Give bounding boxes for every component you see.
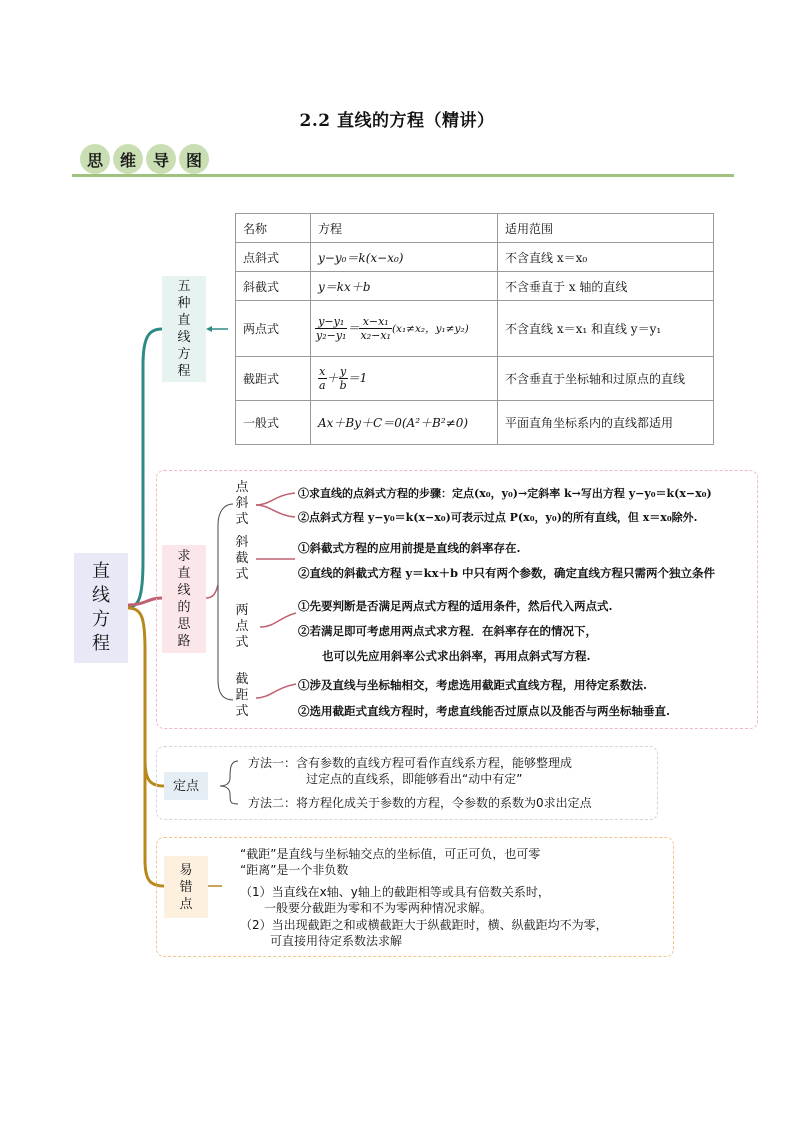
header-name: 名称 bbox=[236, 214, 311, 243]
root-label: 直线方程 bbox=[92, 561, 110, 654]
formula-table bbox=[235, 213, 714, 445]
fixed-point-label: 定点 bbox=[172, 778, 199, 794]
approach-line: ①先要判断是否满足两点式方程的适用条件，然后代入两点式. bbox=[298, 599, 613, 613]
header-badge-3: 导 bbox=[146, 144, 176, 174]
numerator: y−y₁ bbox=[315, 315, 347, 329]
fraction bbox=[339, 365, 348, 392]
approach-line: 也可以先应用斜率公式求出斜率，再用点斜式写方程. bbox=[322, 649, 591, 663]
approach-line: ①涉及直线与坐标轴相交，考虑选用截距式直线方程，用待定系数法. bbox=[298, 678, 647, 692]
table-row bbox=[236, 243, 714, 272]
row-scope: 不含直线 x＝x₁ 和直线 y＝y₁ bbox=[498, 301, 714, 357]
approach-group-label: 截距式 bbox=[235, 672, 249, 719]
denominator: b bbox=[339, 379, 347, 392]
approach-line: ①斜截式方程的应用前提是直线的斜率存在. bbox=[298, 541, 521, 555]
approach-line: ①求直线的点斜式方程的步骤：定点(x₀，y₀)→定斜率 k→写出方程 y−y₀＝k(x−x₀) bbox=[298, 487, 712, 500]
five-forms-node bbox=[162, 276, 206, 382]
table-row bbox=[236, 272, 714, 301]
approach-line: ②点斜式方程 y−y₀＝k(x−x₀)可表示过点 P(x₀，y₀)的所有直线，但 x＝x₀除外. bbox=[298, 511, 698, 524]
denominator: y₂−y₁ bbox=[316, 329, 347, 342]
approach-group-label: 点斜式 bbox=[235, 480, 249, 527]
fixed-point-node bbox=[164, 772, 208, 800]
numerator: x−x₁ bbox=[359, 315, 391, 329]
denominator: a bbox=[319, 379, 326, 392]
fraction bbox=[359, 315, 391, 342]
header-badge-1: 思 bbox=[80, 144, 110, 174]
row-equation bbox=[311, 357, 498, 401]
condition: (x₁≠x₂，y₁≠y₂) bbox=[391, 323, 469, 335]
header-badge-4: 图 bbox=[179, 144, 209, 174]
row-scope: 平面直角坐标系内的直线都适用 bbox=[498, 401, 714, 445]
approach-line: ②选用截距式直线方程时，考虑直线能否过原点以及能否与两坐标轴垂直. bbox=[298, 704, 670, 718]
row-equation: y＝kx＋b bbox=[311, 272, 498, 301]
root-node bbox=[74, 553, 128, 663]
numerator: x bbox=[319, 365, 326, 378]
fraction bbox=[318, 365, 327, 392]
row-equation bbox=[311, 301, 498, 357]
approach-group-label: 斜截式 bbox=[235, 535, 249, 582]
equals-sign: ＝ bbox=[347, 321, 360, 335]
pitfall-line: （1）当直线在x轴、y轴上的截距相等或具有倍数关系时， bbox=[240, 885, 550, 899]
fixed-point-line: 方法一：含有参数的直线方程可看作直线系方程，能够整理成 bbox=[248, 756, 573, 770]
header-scope: 适用范围 bbox=[498, 214, 714, 243]
approach-group-label: 两点式 bbox=[235, 603, 249, 650]
numerator: y bbox=[339, 365, 347, 378]
pitfalls-node bbox=[164, 856, 208, 918]
header-equation: 方程 bbox=[311, 214, 498, 243]
pitfall-line: 可直接用待定系数法求解 bbox=[270, 934, 403, 948]
row-name: 一般式 bbox=[236, 401, 311, 445]
equation-rest: ＝1 bbox=[347, 371, 368, 385]
fixed-point-line: 方法二：将方程化成关于参数的方程，令参数的系数为0求出定点 bbox=[248, 796, 592, 810]
row-equation: Ax＋By＋C＝0(A²＋B²≠0) bbox=[311, 401, 498, 445]
approach-label: 求直线的思路 bbox=[177, 549, 191, 649]
fixed-point-line: 过定点的直线系，即能够看出“动中有定” bbox=[306, 772, 523, 786]
five-forms-label: 五种直线方程 bbox=[177, 279, 191, 379]
header-badge-2: 维 bbox=[113, 144, 143, 174]
row-equation: y−y₀＝k(x−x₀) bbox=[311, 243, 498, 272]
pitfall-line: （2）当出现截距之和或横截距大于纵截距时，横、纵截距均不为零， bbox=[240, 918, 608, 932]
table-row bbox=[236, 357, 714, 401]
row-scope: 不含直线 x＝x₀ bbox=[498, 243, 714, 272]
row-scope: 不含垂直于 x 轴的直线 bbox=[498, 272, 714, 301]
approach-node bbox=[162, 545, 206, 653]
table-row bbox=[236, 401, 714, 445]
fraction bbox=[315, 315, 347, 342]
row-name: 截距式 bbox=[236, 357, 311, 401]
table-row bbox=[236, 301, 714, 357]
row-name: 两点式 bbox=[236, 301, 311, 357]
row-name: 点斜式 bbox=[236, 243, 311, 272]
denominator: x₂−x₁ bbox=[360, 329, 391, 342]
table-header-row bbox=[236, 214, 714, 243]
row-scope: 不含垂直于坐标轴和过原点的直线 bbox=[498, 357, 714, 401]
pitfall-line: 一般要分截距为零和不为零两种情况求解。 bbox=[264, 901, 493, 915]
pitfalls-label: 易错点 bbox=[179, 862, 193, 912]
approach-line: ②若满足即可考虑用两点式求方程．在斜率存在的情况下， bbox=[298, 624, 597, 638]
pitfall-line: “截距”是直线与坐标轴交点的坐标值，可正可负，也可零 bbox=[240, 847, 541, 861]
pitfall-line: “距离”是一个非负数 bbox=[240, 863, 349, 877]
plus-sign: ＋ bbox=[326, 371, 339, 385]
approach-line: ②直线的斜截式方程 y＝kx＋b 中只有两个参数，确定直线方程只需两个独立条件 bbox=[298, 566, 716, 580]
row-name: 斜截式 bbox=[236, 272, 311, 301]
page-title: 2.2 直线的方程（精讲） bbox=[299, 111, 495, 131]
